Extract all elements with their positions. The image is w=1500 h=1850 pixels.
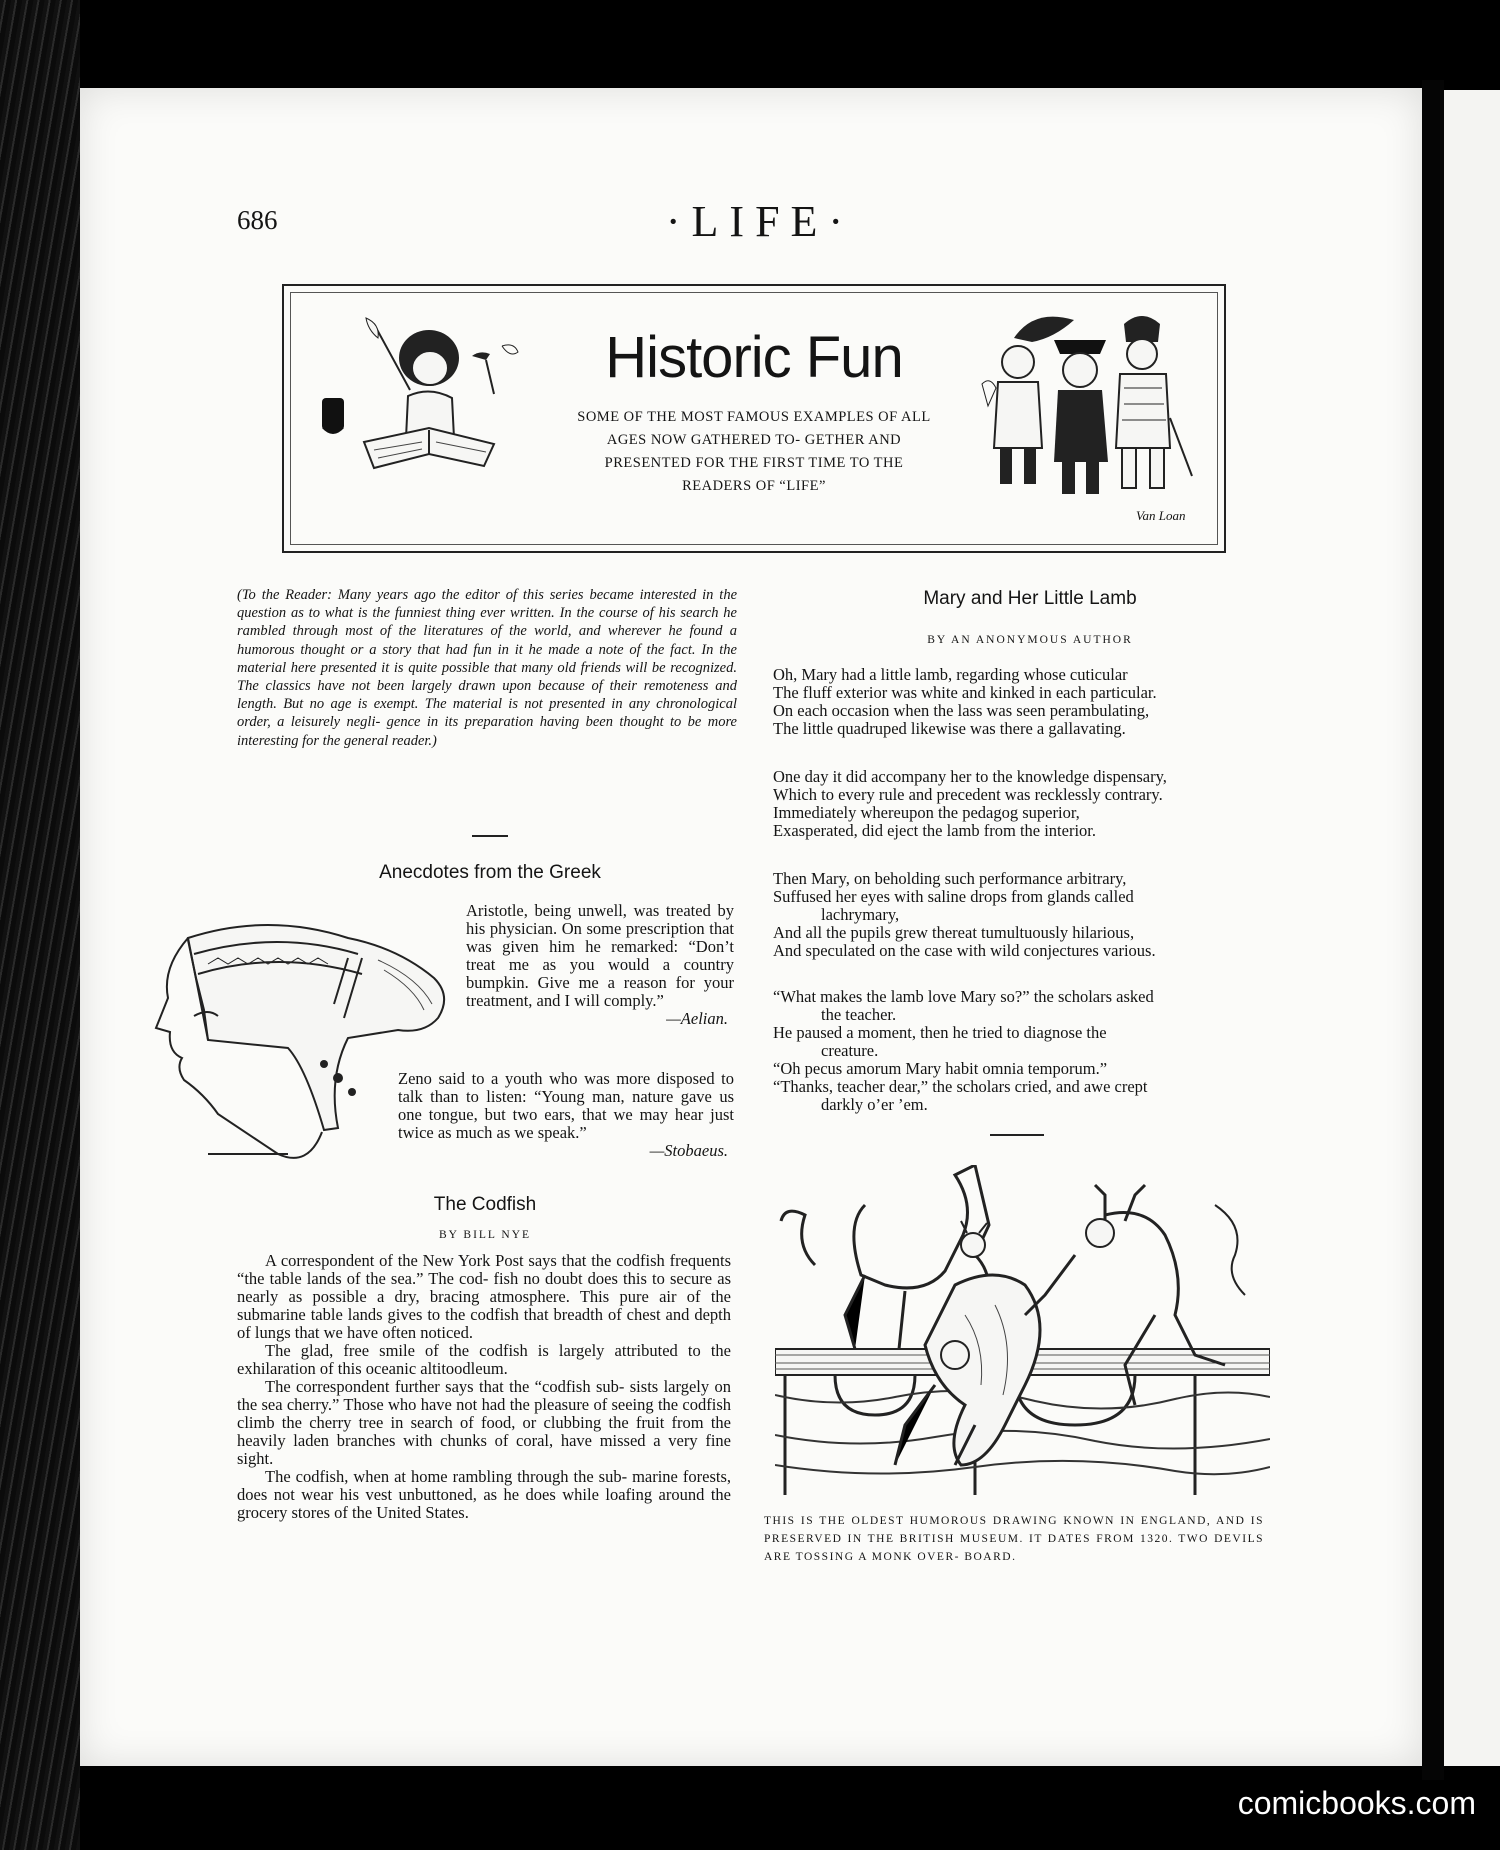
poem-line: Which to every rule and precedent was recklessly contrary. <box>773 785 1163 804</box>
dialogue-line-continued: darkly o’er ’em. <box>821 1095 928 1114</box>
zeno-attribution: —Stobaeus. <box>649 1141 728 1160</box>
section-divider <box>990 1134 1044 1136</box>
poem-stanza <box>773 768 1268 840</box>
greek-heading: Anecdotes from the Greek <box>379 862 601 883</box>
codfish-article <box>237 1252 731 1522</box>
devils-tossing-monk-illustration <box>775 1165 1270 1495</box>
poem-line: And speculated on the case with wild conjectures various. <box>773 941 1156 960</box>
historic-figures-illustration <box>974 298 1204 518</box>
poem-line: Suffused her eyes with saline drops from glands called <box>773 887 1134 906</box>
codfish-paragraph: The correspondent further says that the “codfish sub- sists largely on the sea cherry.” Those who have not had the pleasure of seeing the codfish climb the cherry tree in search of food, or clubbing the fruit from the heavily laden branches with chunks of coral, have missed a very fine sight. <box>237 1377 731 1468</box>
poem-line: The little quadruped likewise was there a gallavating. <box>773 719 1126 738</box>
codfish-paragraph: The codfish, when at home rambling through the sub- marine forests, does not wear his vest unbuttoned, as he does while loafing around the grocery stores of the United States. <box>237 1467 731 1522</box>
poem-line: Immediately whereupon the pedagog superior, <box>773 803 1080 822</box>
poem-line: The fluff exterior was white and kinked in each particular. <box>773 683 1157 702</box>
zeno-text: Zeno said to a youth who was more disposed to talk than to listen: “Young man, nature gave us one tongue, but two ears, that we may hear just twice as much as we speak.” <box>398 1069 734 1142</box>
banner <box>282 284 1226 553</box>
dialogue-line: “Thanks, teacher dear,” the scholars cried, and awe crept <box>773 1077 1148 1096</box>
codfish-paragraph: A correspondent of the New York Post says that the codfish frequents “the table lands of the sea.” The cod- fish no doubt does this to secure as nearly as possible a dry, bracing atmosphere. This pure air of the submarine table lands gives to the codfish that breadth of chest and depth of lungs that we have often noticed. <box>237 1251 731 1342</box>
dialogue-line: “Oh pecus amorum Mary habit omnia temporum.” <box>773 1059 1108 1078</box>
zeno-anecdote <box>398 1070 734 1160</box>
poem-stanza <box>773 870 1268 960</box>
poem-line: One day it did accompany her to the knowledge dispensary, <box>773 767 1167 786</box>
poem-line: And all the pupils grew thereat tumultuously hilarious, <box>773 923 1135 942</box>
banner-subtitle: SOME OF THE MOST FAMOUS EXAMPLES OF ALL AGES NOW GATHERED TO- GETHER AND PRESENTED FOR THE FIRST TIME TO THE READERS OF “LIFE” <box>577 409 931 494</box>
poem-line: lachrymary, <box>821 905 900 924</box>
dialogue-line: He paused a moment, then he tried to diagnose the <box>773 1023 1107 1042</box>
section-divider <box>472 835 508 837</box>
poem-line: On each occasion when the lass was seen perambulating, <box>773 701 1150 720</box>
codfish-heading: The Codfish <box>433 1194 537 1215</box>
mary-byline: BY AN ANONYMOUS AUTHOR <box>927 634 1133 646</box>
poem-stanza <box>773 666 1268 738</box>
aristotle-attribution: —Aelian. <box>666 1009 728 1028</box>
dialogue-line-continued: creature. <box>821 1041 879 1060</box>
facing-page-edge <box>1444 90 1500 1766</box>
illustration-caption: THIS IS THE OLDEST HUMOROUS DRAWING KNOWN IN ENGLAND, AND IS PRESERVED IN THE BRITISH MUSEUM. IT DATES FROM 1320. TWO DEVILS ARE TOSSING A MONK OVER- BOARD. <box>764 1515 1264 1563</box>
mary-poem <box>773 666 1268 1114</box>
poem-line: Then Mary, on beholding such performance arbitrary, <box>773 869 1127 888</box>
artist-signature: Van Loan <box>1136 508 1186 523</box>
poem-line: Exasperated, did eject the lamb from the interior. <box>773 821 1097 840</box>
codfish-byline: BY BILL NYE <box>438 1229 532 1241</box>
dialogue-line-continued: the teacher. <box>821 1005 897 1024</box>
mary-heading: Mary and Her Little Lamb <box>923 588 1137 609</box>
watermark: comicbooks.com <box>1237 1785 1476 1821</box>
banner-title: Historic Fun <box>605 325 903 390</box>
page-number: 686 <box>237 205 278 235</box>
poem-dialogue <box>773 988 1268 1114</box>
dialogue-line: “What makes the lamb love Mary so?” the scholars asked <box>773 987 1154 1006</box>
aristotle-text: Aristotle, being unwell, was treated by his physician. On some prescription that was given him he remarked: “Don’t treat me as you would a country bumpkin. Give me a reason for your treatment, and I will comply.” <box>466 901 734 1010</box>
aristotle-anecdote <box>466 902 734 1028</box>
reader-note: (To the Reader: Many years ago the editor of this series became interested in the question as to what is the funniest thing ever written. In the course of his search he rambled through most of the literatures of the world, and wherever he found a humorous thought or a story that had fun in it he made a note of the fact. In the material here presented it is quite possible that many old friends will be recognized. The classics have not been largely drawn upon because of their remoteness and length. But no age is exempt. The material is not presented in any chronological order, a leisurely negli- gence in its preparation having been thought to be more interesting for the general reader.) <box>237 587 737 749</box>
cherub-reading-illustration <box>304 316 534 481</box>
page-binding <box>1422 80 1444 1780</box>
magazine-title: ·LIFE· <box>665 197 855 246</box>
scan-border <box>0 0 80 1850</box>
codfish-paragraph: The glad, free smile of the codfish is largely attributed to the exhilaration of this oceanic altitoodleum. <box>237 1341 731 1378</box>
poem-line: Oh, Mary had a little lamb, regarding whose cuticular <box>773 665 1128 684</box>
